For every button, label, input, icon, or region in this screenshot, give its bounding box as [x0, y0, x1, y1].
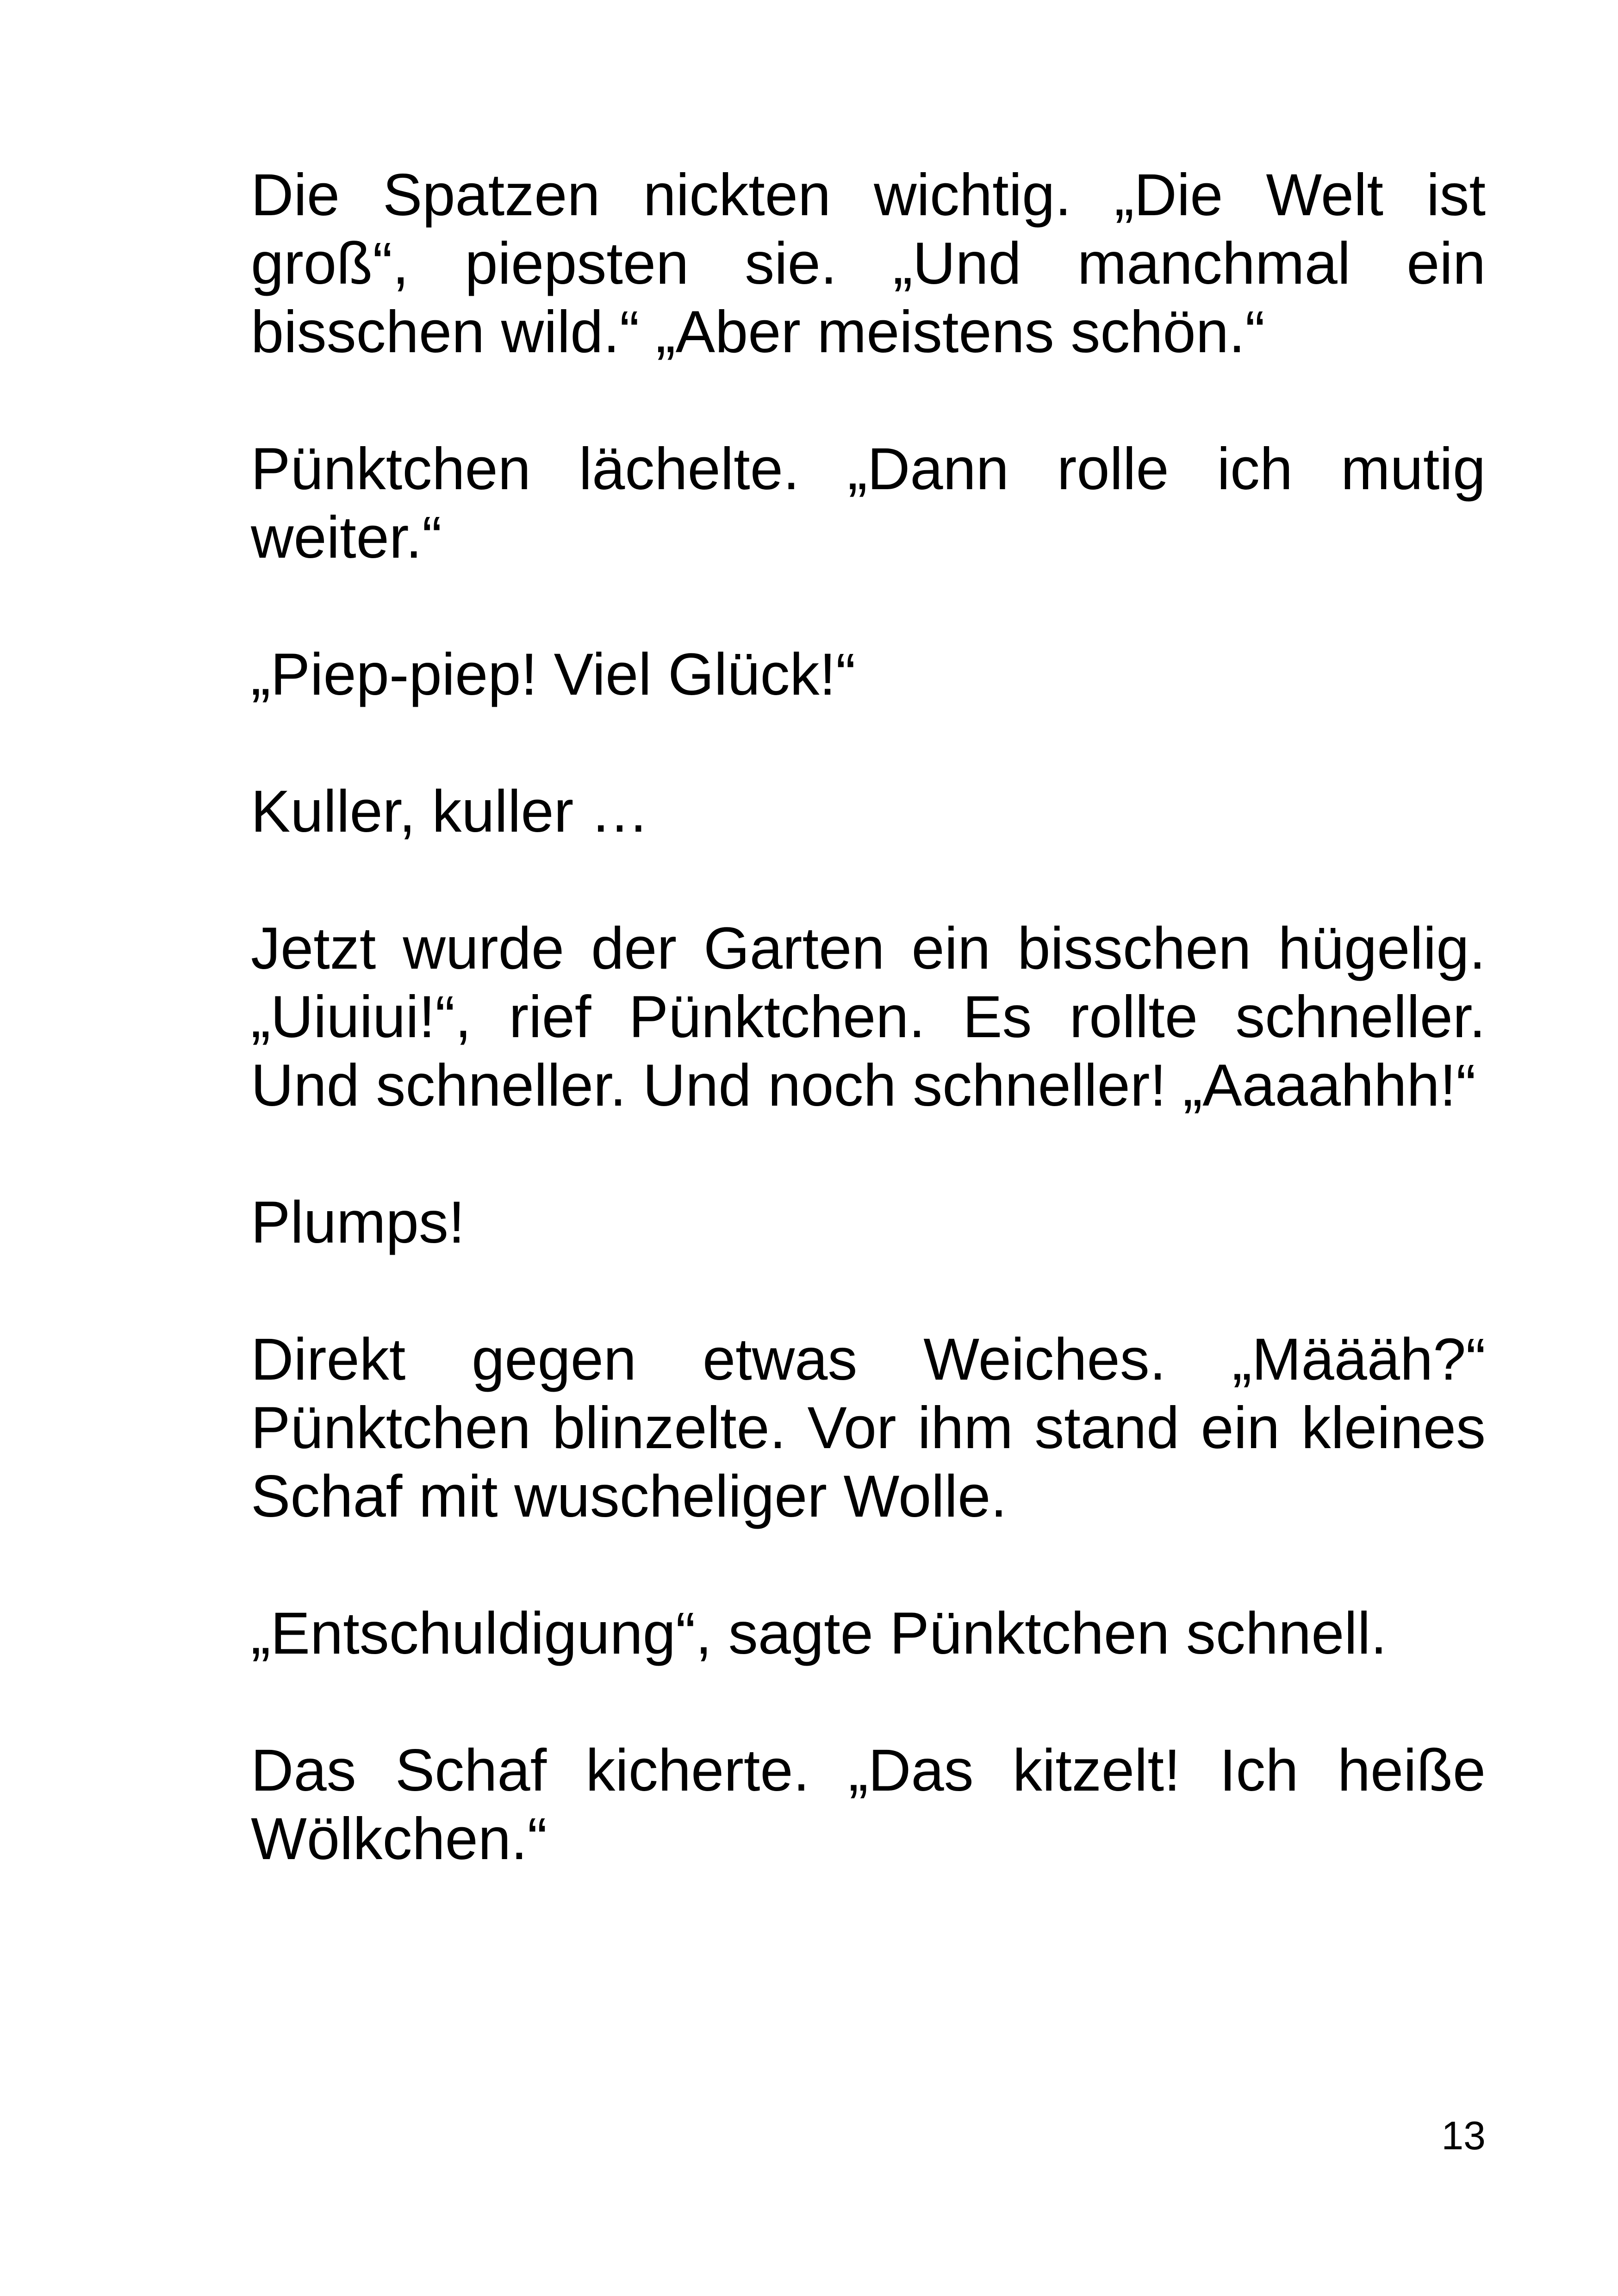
- paragraph-9: Das Schaf kicherte. „Das kitzelt! Ich heiße Wölkchen.“: [251, 1737, 1486, 1872]
- paragraph-8: „Entschuldigung“, sagte Pünktchen schnell.: [251, 1600, 1387, 1667]
- paragraph-2: Pünktchen lächelte. „Dann rolle ich mutig weiter.“: [251, 436, 1486, 571]
- paragraph-1: Die Spatzen nickten wichtig. „Die Welt ist groß“, piepsten sie. „Und manchmal ein bisschen wild.“ „Aber meistens schön.“: [251, 162, 1486, 365]
- page-number: 13: [1441, 2114, 1486, 2158]
- paragraph-3: „Piep-piep! Viel Glück!“: [251, 641, 856, 708]
- story-text: [251, 161, 1486, 1873]
- paragraph-5: Jetzt wurde der Garten ein bisschen hügelig. „Uiuiui!“, rief Pünktchen. Es rollte schneller. Und schneller. Und noch schneller! „Aaaahhh!“: [251, 915, 1486, 1119]
- paragraph-4: Kuller, kuller …: [251, 778, 649, 845]
- paragraph-6: Plumps!: [251, 1189, 465, 1256]
- paragraph-7: Direkt gegen etwas Weiches. „Määäh?“ Pünktchen blinzelte. Vor ihm stand ein kleines Schaf mit wuscheliger Wolle.: [251, 1326, 1486, 1530]
